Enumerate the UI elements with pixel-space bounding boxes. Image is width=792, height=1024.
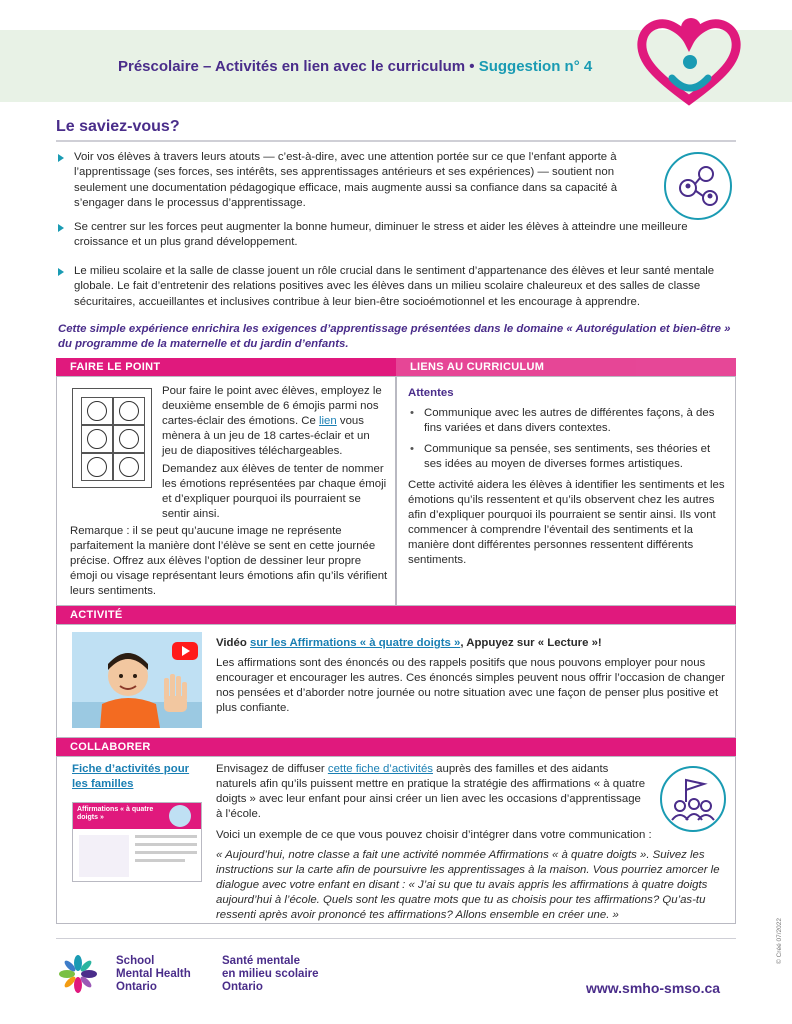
attentes-list: [408, 406, 728, 478]
video-instruction: Vidéo sur les Affirmations « à quatre doigts », Appuyez sur « Lecture »!: [216, 637, 602, 649]
collaborer-paragraph: Envisagez de diffuser cette fiche d’activités auprès des familles et des aidants naturels afin qu’ils puissent mettre en pratique la stratégie des affirmations « à quatre doigts » avec leur enfant pour ainsi créer un lien avec les occasions d’apprentissage à l’école.: [216, 763, 646, 820]
faire-le-point-intro: Pour faire le point avec élèves, employez le deuxième ensemble de 6 émojis parmi nos cartes-éclair des émotions. Ce lien vous mènera à un jeu de 18 cartes-éclair et un jeu de diapositives téléchargeables.: [162, 385, 382, 457]
created-date: © Créé 07/2022: [776, 918, 783, 964]
emoji-cell: [81, 425, 113, 453]
footer-website-link[interactable]: www.smho-smso.ca: [586, 980, 721, 996]
group-flag-icon: [660, 766, 726, 832]
footer-brand-english: School Mental Health Ontario: [116, 955, 191, 993]
faire-le-point-header: FAIRE LE POINT: [56, 358, 396, 376]
child-photo-icon: [169, 805, 191, 827]
play-button-icon[interactable]: [172, 642, 198, 660]
emoji-cell: [81, 453, 113, 481]
emoji-cell: [113, 397, 145, 425]
collaborer-header: COLLABORER: [56, 738, 736, 756]
header-suggestion: Suggestion n° 4: [478, 58, 593, 75]
intro-statement: Cette simple expérience enrichira les exigences d’apprentissage présentées dans le domaine « Autorégulation et bien-être » du programme de la maternelle et du jardin d’enfants.: [58, 323, 731, 351]
activite-paragraph: Les affirmations sont des énoncés ou des rappels positifs que nous pouvons employer pour nous encourager et encourager les autres. Ces énoncés simples peuvent nous offrir l’occasion de changer nos pensées et d’aborder notre journée ou notre situation avec une façon de penser plus positive et plus confiante.: [216, 657, 725, 714]
collaborer-example-intro: Voici un exemple de ce que vous pouvez choisir d’intégrer dans votre communication :: [216, 829, 652, 841]
attentes-item: • Communique sa pensée, ses sentiments, ses théories et ses idées au moyen de diverses formes artistiques.: [408, 442, 728, 472]
emoji-cell: [113, 425, 145, 453]
heart-child-logo-icon: [636, 14, 742, 108]
family-activity-sheet-link[interactable]: Fiche d’activités pour les familles: [72, 763, 190, 790]
footer-brand-french: Santé mentale en milieu scolaire Ontario: [222, 955, 319, 993]
emoji-cell: [113, 453, 145, 481]
affirmations-video-thumbnail[interactable]: [72, 632, 202, 728]
activity-sheet-link[interactable]: cette fiche d’activités: [327, 763, 433, 775]
saviez-bullet-1: Voir vos élèves à travers leurs atouts — c’est-à-dire, avec une attention portée sur ce que l’enfant apporte à l’apprentissage (ses forces, ses intérêts, ses apprentissages antérieurs et ses expériences) — soutient non seulement une documentation pédagogique efficace, mais augmente aussi sa confiance dans sa capacité à s’engager dans le processus d’apprentissage.: [58, 150, 638, 211]
divider: [56, 140, 736, 142]
page-title: [118, 58, 592, 75]
section-heading-saviez: Le saviez-vous?: [56, 118, 180, 135]
emoji-cell: [81, 397, 113, 425]
header-separator: •: [465, 58, 479, 75]
faire-le-point-instructions: Demandez aux élèves de tenter de nommer les émotions représentées par chaque émoji et d’expliquer pourquoi ils pourraient se sentir ainsi.: [162, 463, 387, 520]
affirmations-video-link[interactable]: sur les Affirmations « à quatre doigts »: [249, 637, 461, 649]
saviez-bullet-3: Le milieu scolaire et la salle de classe jouent un rôle crucial dans le sentiment d’appartenance des élèves et leur santé mentale globale. Le fait d’entretenir des relations positives avec les élèves dans un milieu scolaire chaleureux et des salles de classe sécuritaires, accueillantes et inclusives contribue à leur bien-être socioémotionnel et les encourage à apprendre.: [58, 264, 738, 310]
flyer-title: Affirmations « à quatre doigts »: [77, 806, 154, 821]
attentes-item: • Communique avec les autres de différentes façons, à des fins variées et dans divers contextes.: [408, 406, 728, 436]
collaborer-quote: « Aujourd’hui, notre classe a fait une activité nommée Affirmations « à quatre doigts ». Suivez les instructions sur la carte afin de poursuivre les apprentissages à la maison. Vous pourriez amorcer le dialogue avec votre enfant en disant : « J’ai su que tu avais appris les affirmations à quatre doigts aujourd’hui à l’école. Quels sont les quatre mots que tu as choisis pour tes affirmations? Qu’as-tu ressenti après avoir prononcé tes affirmations? Allons ensemble en créer une. »: [216, 849, 720, 921]
header-title: Préscolaire – Activités en lien avec le curriculum: [118, 58, 466, 75]
network-people-icon: [664, 152, 732, 220]
activity-sheet-thumbnail[interactable]: [72, 802, 202, 882]
emoji-flashcards-thumbnail: [72, 388, 152, 488]
faire-le-point-remarque: Remarque : il se peut qu’aucune image ne représente parfaitement la manière dont l’élève se sent en cette journée précise. Offrez aux élèves l’option de dessiner leur propre émoji ou visage représentant leurs émotions afin qu’ils vérifient leurs sentiments.: [70, 525, 388, 597]
liens-curriculum-header: LIENS AU CURRICULUM: [396, 358, 736, 376]
liens-paragraph: Cette activité aidera les élèves à identifier les sentiments et les émotions qu’ils ressentent et qu’ils observent chez les autres afin d’expliquer pourquoi ils pourraient se sentir ainsi. Ils vont commencer à comprendre l’éventail des sentiments et la manière dont différentes personnes ressentent différents sentiments.: [408, 479, 725, 566]
attentes-heading: Attentes: [408, 387, 454, 399]
smho-logo-icon: [58, 954, 98, 994]
saviez-bullet-2: Se centrer sur les forces peut augmenter la bonne humeur, diminuer le stress et aider les élèves à atteindre une meilleure croissance et un plus grand développement.: [58, 220, 718, 251]
footer-divider: [56, 938, 736, 939]
emotions-flashcards-link[interactable]: lien: [319, 415, 337, 427]
activite-header: ACTIVITÉ: [56, 606, 736, 624]
